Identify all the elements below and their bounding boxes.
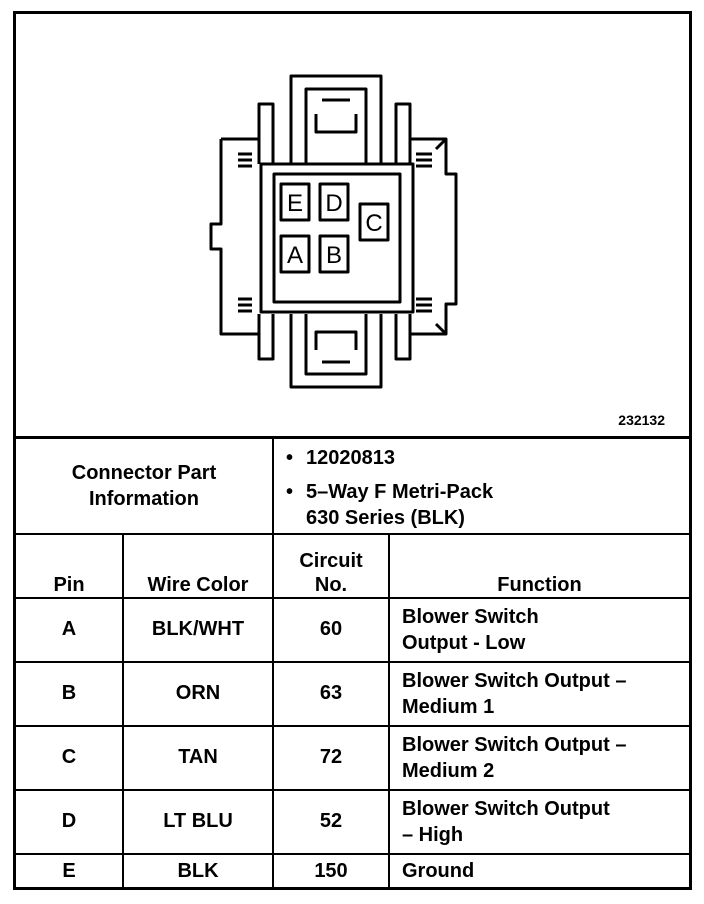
connector-info-values (273, 438, 689, 534)
table-row (16, 790, 689, 854)
bullet: • (286, 447, 294, 469)
pin-cell: E (16, 854, 123, 888)
header-wire-color: Wire Color (123, 534, 273, 598)
function-cell (389, 662, 689, 726)
connector-info-label (16, 438, 273, 534)
header-circuit-line2: No. (314, 573, 348, 596)
cavity-label-a: A (286, 242, 304, 269)
function-line1: Ground (402, 860, 475, 882)
cavity-label-b: B (325, 242, 343, 269)
part-number: 12020813 (306, 447, 395, 469)
wire-color-cell: LT BLU (123, 790, 273, 854)
table-row (16, 726, 689, 790)
function-cell (389, 726, 689, 790)
circuit-cell: 150 (273, 854, 389, 888)
wire-color-cell: BLK/WHT (123, 598, 273, 662)
connector-diagram (16, 14, 689, 434)
pin-cell: A (16, 598, 123, 662)
table-row (16, 598, 689, 662)
header-pin: Pin (16, 534, 123, 598)
function-line1: Blower Switch (402, 605, 539, 628)
circuit-cell: 72 (273, 726, 389, 790)
table-header-row (16, 534, 689, 598)
function-cell (389, 854, 689, 888)
header-circuit (273, 534, 389, 598)
connector-info-label-line2: Information (89, 487, 199, 510)
function-cell (389, 598, 689, 662)
circuit-cell: 60 (273, 598, 389, 662)
function-line2: – High (402, 823, 464, 846)
document-frame (13, 11, 692, 890)
cavity-label-c: C (365, 210, 383, 237)
function-line2: Output - Low (402, 631, 526, 654)
connector-table (16, 436, 689, 888)
function-line2: Medium 2 (402, 759, 495, 782)
connector-type: 5–Way F Metri-Pack (306, 481, 494, 503)
connector-info-item (280, 445, 683, 471)
pin-cell: C (16, 726, 123, 790)
connector-info-row (16, 438, 689, 534)
pin-cell: D (16, 790, 123, 854)
connector-info-label-line1: Connector Part (71, 461, 217, 484)
function-line1: Blower Switch Output – (402, 733, 627, 756)
table-row (16, 662, 689, 726)
function-line1: Blower Switch Output – (402, 669, 627, 692)
wire-color-cell: TAN (123, 726, 273, 790)
header-circuit-line1: Circuit (299, 549, 363, 572)
connector-drawing (16, 14, 689, 434)
connector-series: 630 Series (BLK) (306, 507, 465, 529)
header-function: Function (389, 534, 689, 598)
table-row (16, 854, 689, 888)
cavity-label-d: D (325, 190, 343, 217)
drawing-id: 232132 (618, 412, 665, 428)
circuit-cell: 63 (273, 662, 389, 726)
function-line1: Blower Switch Output (402, 797, 610, 820)
function-line2: Medium 1 (402, 695, 495, 718)
circuit-cell: 52 (273, 790, 389, 854)
connector-info-item (280, 479, 683, 531)
bullet: • (286, 481, 294, 503)
cavity-label-e: E (286, 190, 304, 217)
function-cell (389, 790, 689, 854)
pin-cell: B (16, 662, 123, 726)
wire-color-cell: ORN (123, 662, 273, 726)
wire-color-cell: BLK (123, 854, 273, 888)
